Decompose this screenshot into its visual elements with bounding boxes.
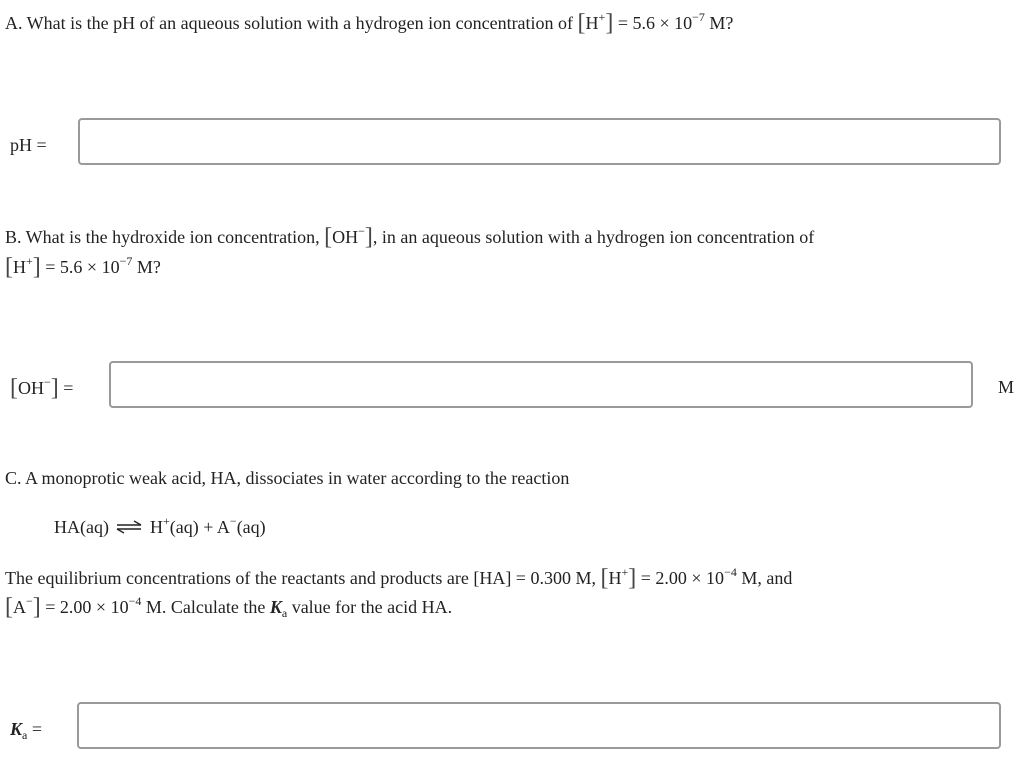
conc-text-4: value for the acid HA. [287, 597, 453, 617]
conc-text-2: M, and [736, 568, 793, 588]
right-bracket: ] [32, 594, 41, 620]
question-c-conc-line1 [5, 565, 792, 590]
left-bracket: [ [5, 594, 13, 620]
reaction-a-charge: − [229, 514, 237, 528]
conc-h-charge: + [621, 565, 629, 579]
conc-h: H [608, 568, 622, 588]
conc-a-charge: − [26, 594, 33, 608]
ph-label: pH = [10, 135, 47, 155]
question-c-intro: C. A monoprotic weak acid, HA, dissociates in water according to the reaction [5, 468, 570, 488]
question-b-oh-charge: − [358, 224, 365, 238]
question-b-text-line2 [5, 254, 161, 279]
reaction-left: HA(aq) [54, 517, 109, 537]
reaction-h-state: (aq) + A [169, 517, 230, 537]
question-a-species: H [585, 13, 599, 33]
question-b-suffix: M? [132, 257, 161, 277]
question-b-h: H [13, 257, 26, 277]
reaction-h-charge: + [162, 514, 170, 528]
question-b-exponent: −7 [119, 254, 133, 268]
oh-label-species: OH [18, 378, 44, 398]
conc-a-exp: −4 [128, 594, 142, 608]
ka-label-equals: = [27, 719, 42, 739]
question-a-text [5, 10, 733, 35]
ka-label-subscript: a [22, 728, 28, 742]
question-b-text-line1 [5, 224, 814, 249]
ph-answer-input[interactable] [78, 118, 1001, 165]
ka-answer-input[interactable] [77, 702, 1001, 749]
conc-h-value: = 2.00 × 10 [636, 568, 725, 588]
question-a-suffix: M? [704, 13, 734, 33]
question-b-mid: , in an aqueous solution with a hydrogen ion concentration of [372, 227, 815, 247]
right-bracket: ] [50, 375, 59, 401]
ka-label [10, 717, 42, 741]
reaction-equation [54, 515, 266, 539]
ka-subscript: a [281, 606, 288, 620]
conc-text-3: M. Calculate the [141, 597, 270, 617]
question-a-prefix: A. What is the pH of an aqueous solution with a hydrogen ion concentration of [5, 13, 578, 33]
oh-label-charge: − [44, 375, 51, 389]
reaction-h: H [149, 517, 163, 537]
question-b-oh: OH [332, 227, 359, 247]
right-bracket: ] [628, 565, 637, 591]
left-bracket: [ [600, 565, 609, 591]
question-b-equals: = 5.6 × 10 [40, 257, 120, 277]
question-a-exponent: −7 [692, 10, 705, 24]
ka-symbol: K [269, 597, 282, 617]
oh-unit-label: M [998, 377, 1015, 397]
conc-text-1: The equilibrium concentrations of the reactants and products are [HA] = 0.300 M, [5, 568, 601, 588]
right-bracket: ] [364, 224, 373, 250]
left-bracket: [ [324, 224, 333, 250]
ka-label-symbol: K [10, 719, 23, 739]
reaction-a-state: (aq) [236, 517, 266, 537]
conc-h-exp: −4 [724, 565, 737, 579]
question-b-h-charge: + [26, 254, 33, 268]
oh-answer-input[interactable] [109, 361, 973, 408]
conc-a-value: = 2.00 × 10 [40, 597, 129, 617]
question-a-charge: + [598, 10, 606, 24]
question-a-equals: = 5.6 × 10 [613, 13, 693, 33]
oh-label-equals: = [58, 378, 74, 398]
question-c-conc-line2 [5, 594, 452, 619]
right-bracket: ] [605, 10, 614, 36]
right-bracket: ] [32, 254, 41, 280]
left-bracket: [ [10, 375, 18, 401]
conc-a: A [13, 597, 26, 617]
left-bracket: [ [577, 10, 586, 36]
oh-label [10, 375, 73, 400]
question-b-prefix: B. What is the hydroxide ion concentration, [5, 227, 325, 247]
equilibrium-arrow-icon [115, 520, 143, 534]
left-bracket: [ [5, 254, 13, 280]
